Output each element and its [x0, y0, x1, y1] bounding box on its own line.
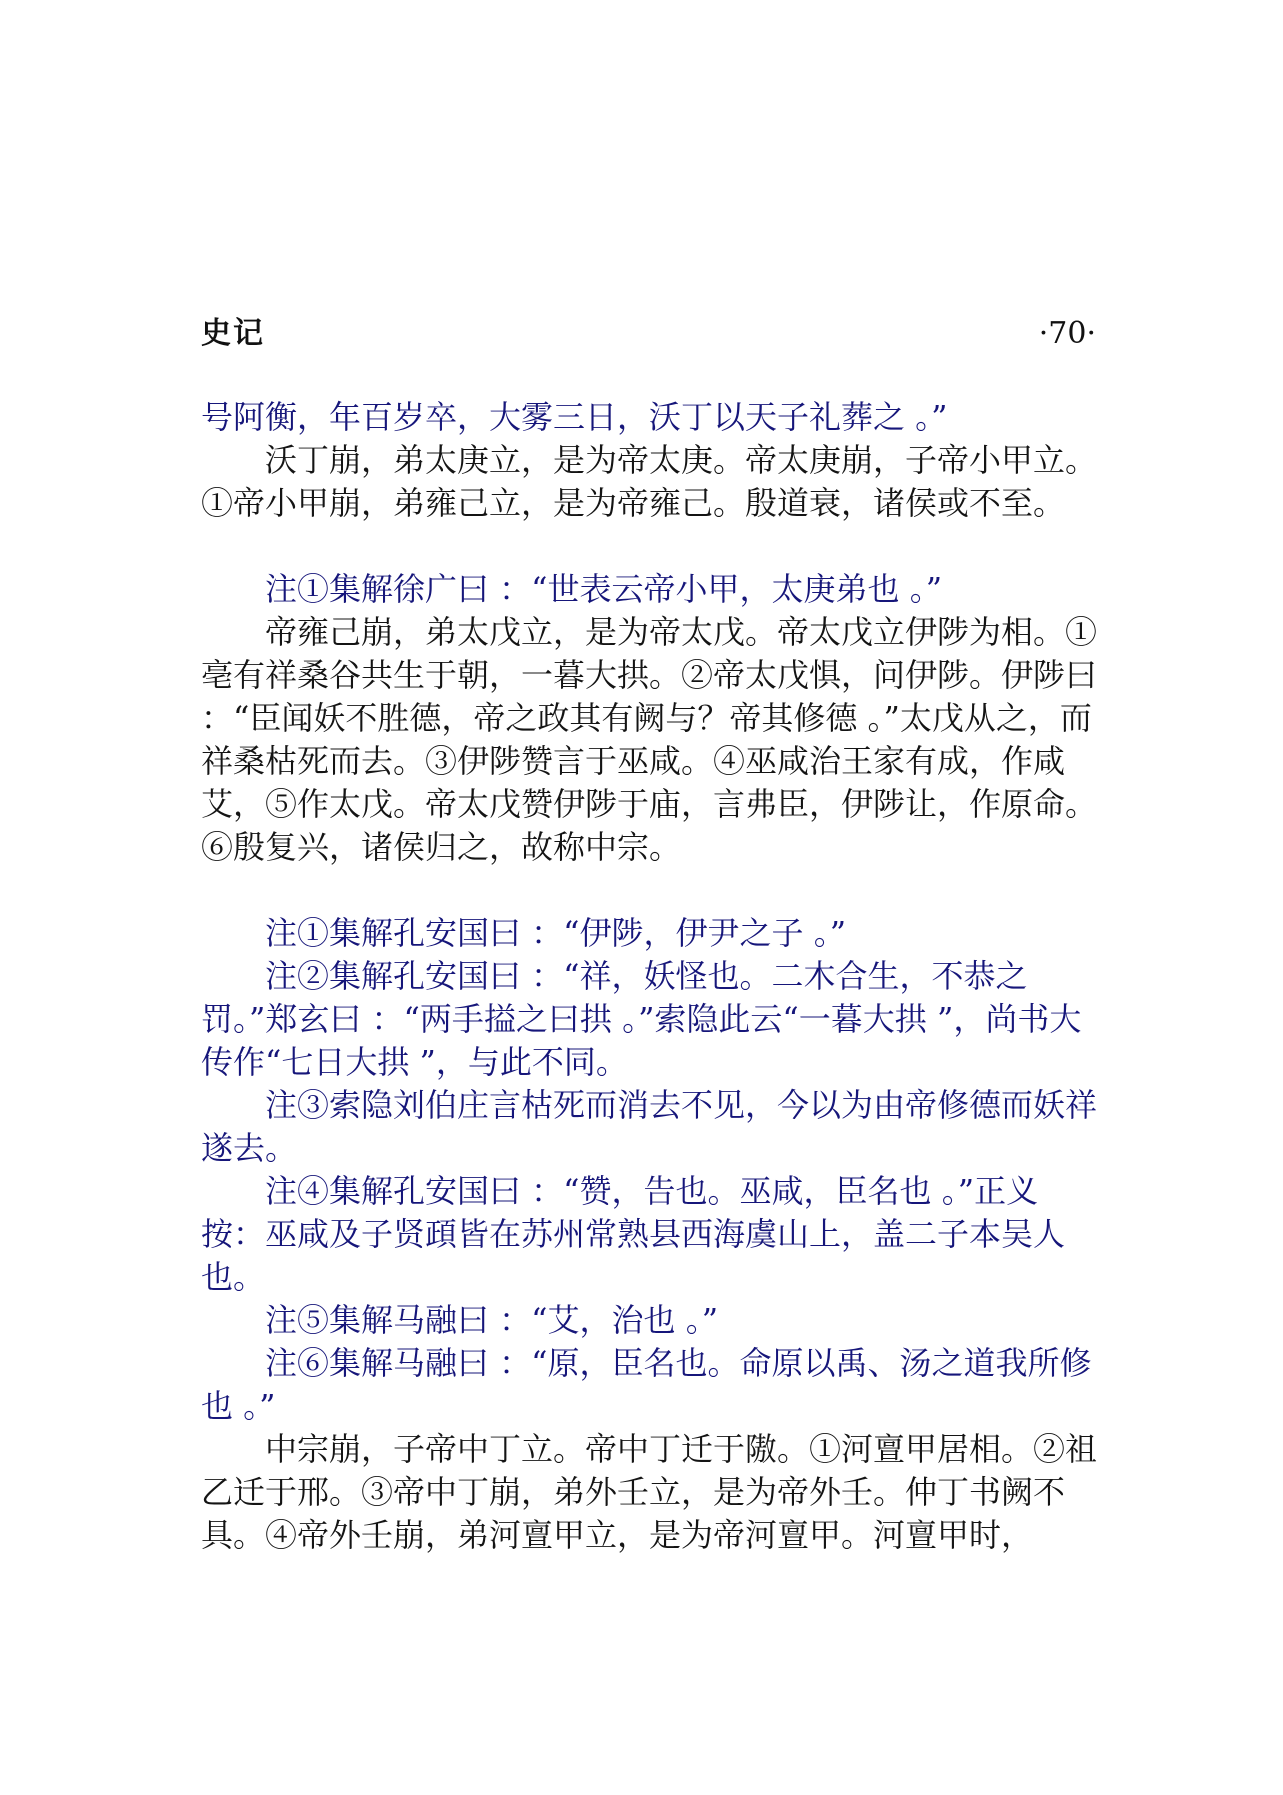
note-paragraph: 注⑤集解马融曰 ：“艾，治也 。” [201, 1301, 719, 1339]
note-paragraph: 注④集解孔安国曰 ：“赞，告也。巫咸，臣名也 。”正义按：巫咸及子贤頙皆在苏州常熟县西海虞山上，盖二子本吴人也。 [201, 1172, 1066, 1296]
page-content [201, 396, 1108, 1557]
body-paragraph: 帝雍己崩，弟太戊立，是为帝太戊。帝太戊立伊陟为相。①亳有祥桑谷共生于朝，一暮大拱。②帝太戊惧，问伊陟。伊陟曰 ：“臣闻妖不胜德，帝之政其有阙与？帝其修德 。”太戊从之，而祥桑枯死而去。③伊陟赞言于巫咸。④巫咸治王家有成，作咸艾，⑤作太戊。帝太戊赞伊陟于庙，言弗臣，伊陟让，作原命。⑥殷复兴，诸侯归之，故称中宗。 [201, 613, 1108, 866]
page-header [201, 312, 1096, 356]
note-paragraph: 注③索隐刘伯庄言枯死而消去不见，今以为由帝修德而妖祥遂去。 [201, 1086, 1098, 1167]
paragraph-gap [201, 525, 1101, 568]
note-paragraph: 注⑥集解马融曰 ：“原，臣名也。命原以禹、汤之道我所修也 。” [201, 1344, 1092, 1425]
note-paragraph: 号阿衡，年百岁卒，大雾三日，沃丁以天子礼葬之 。” [201, 398, 948, 436]
book-title: 史记 [201, 316, 265, 351]
note-paragraph: 注②集解孔安国曰 ：“祥，妖怪也。二木合生，不恭之罚。”郑玄曰 ：“两手搤之曰拱 。”索隐此云“一暮大拱 ”，尚书大传作“七日大拱 ”，与此不同。 [201, 957, 1082, 1081]
body-paragraph: 沃丁崩，弟太庚立，是为帝太庚。帝太庚崩，子帝小甲立。①帝小甲崩，弟雍己立，是为帝雍己。殷道衰，诸侯或不至。 [201, 441, 1098, 522]
note-paragraph: 注①集解徐广曰 ：“世表云帝小甲，太庚弟也 。” [201, 570, 943, 608]
note-paragraph: 注①集解孔安国曰 ：“伊陟，伊尹之子 。” [201, 914, 847, 952]
paragraph-gap [201, 869, 1101, 912]
body-paragraph: 中宗崩，子帝中丁立。帝中丁迁于隞。①河亶甲居相。②祖乙迁于邢。③帝中丁崩，弟外壬立，是为帝外壬。仲丁书阙不具。④帝外壬崩，弟河亶甲立，是为帝河亶甲。河亶甲时， [201, 1430, 1098, 1554]
page-number: ·70· [1038, 316, 1096, 351]
